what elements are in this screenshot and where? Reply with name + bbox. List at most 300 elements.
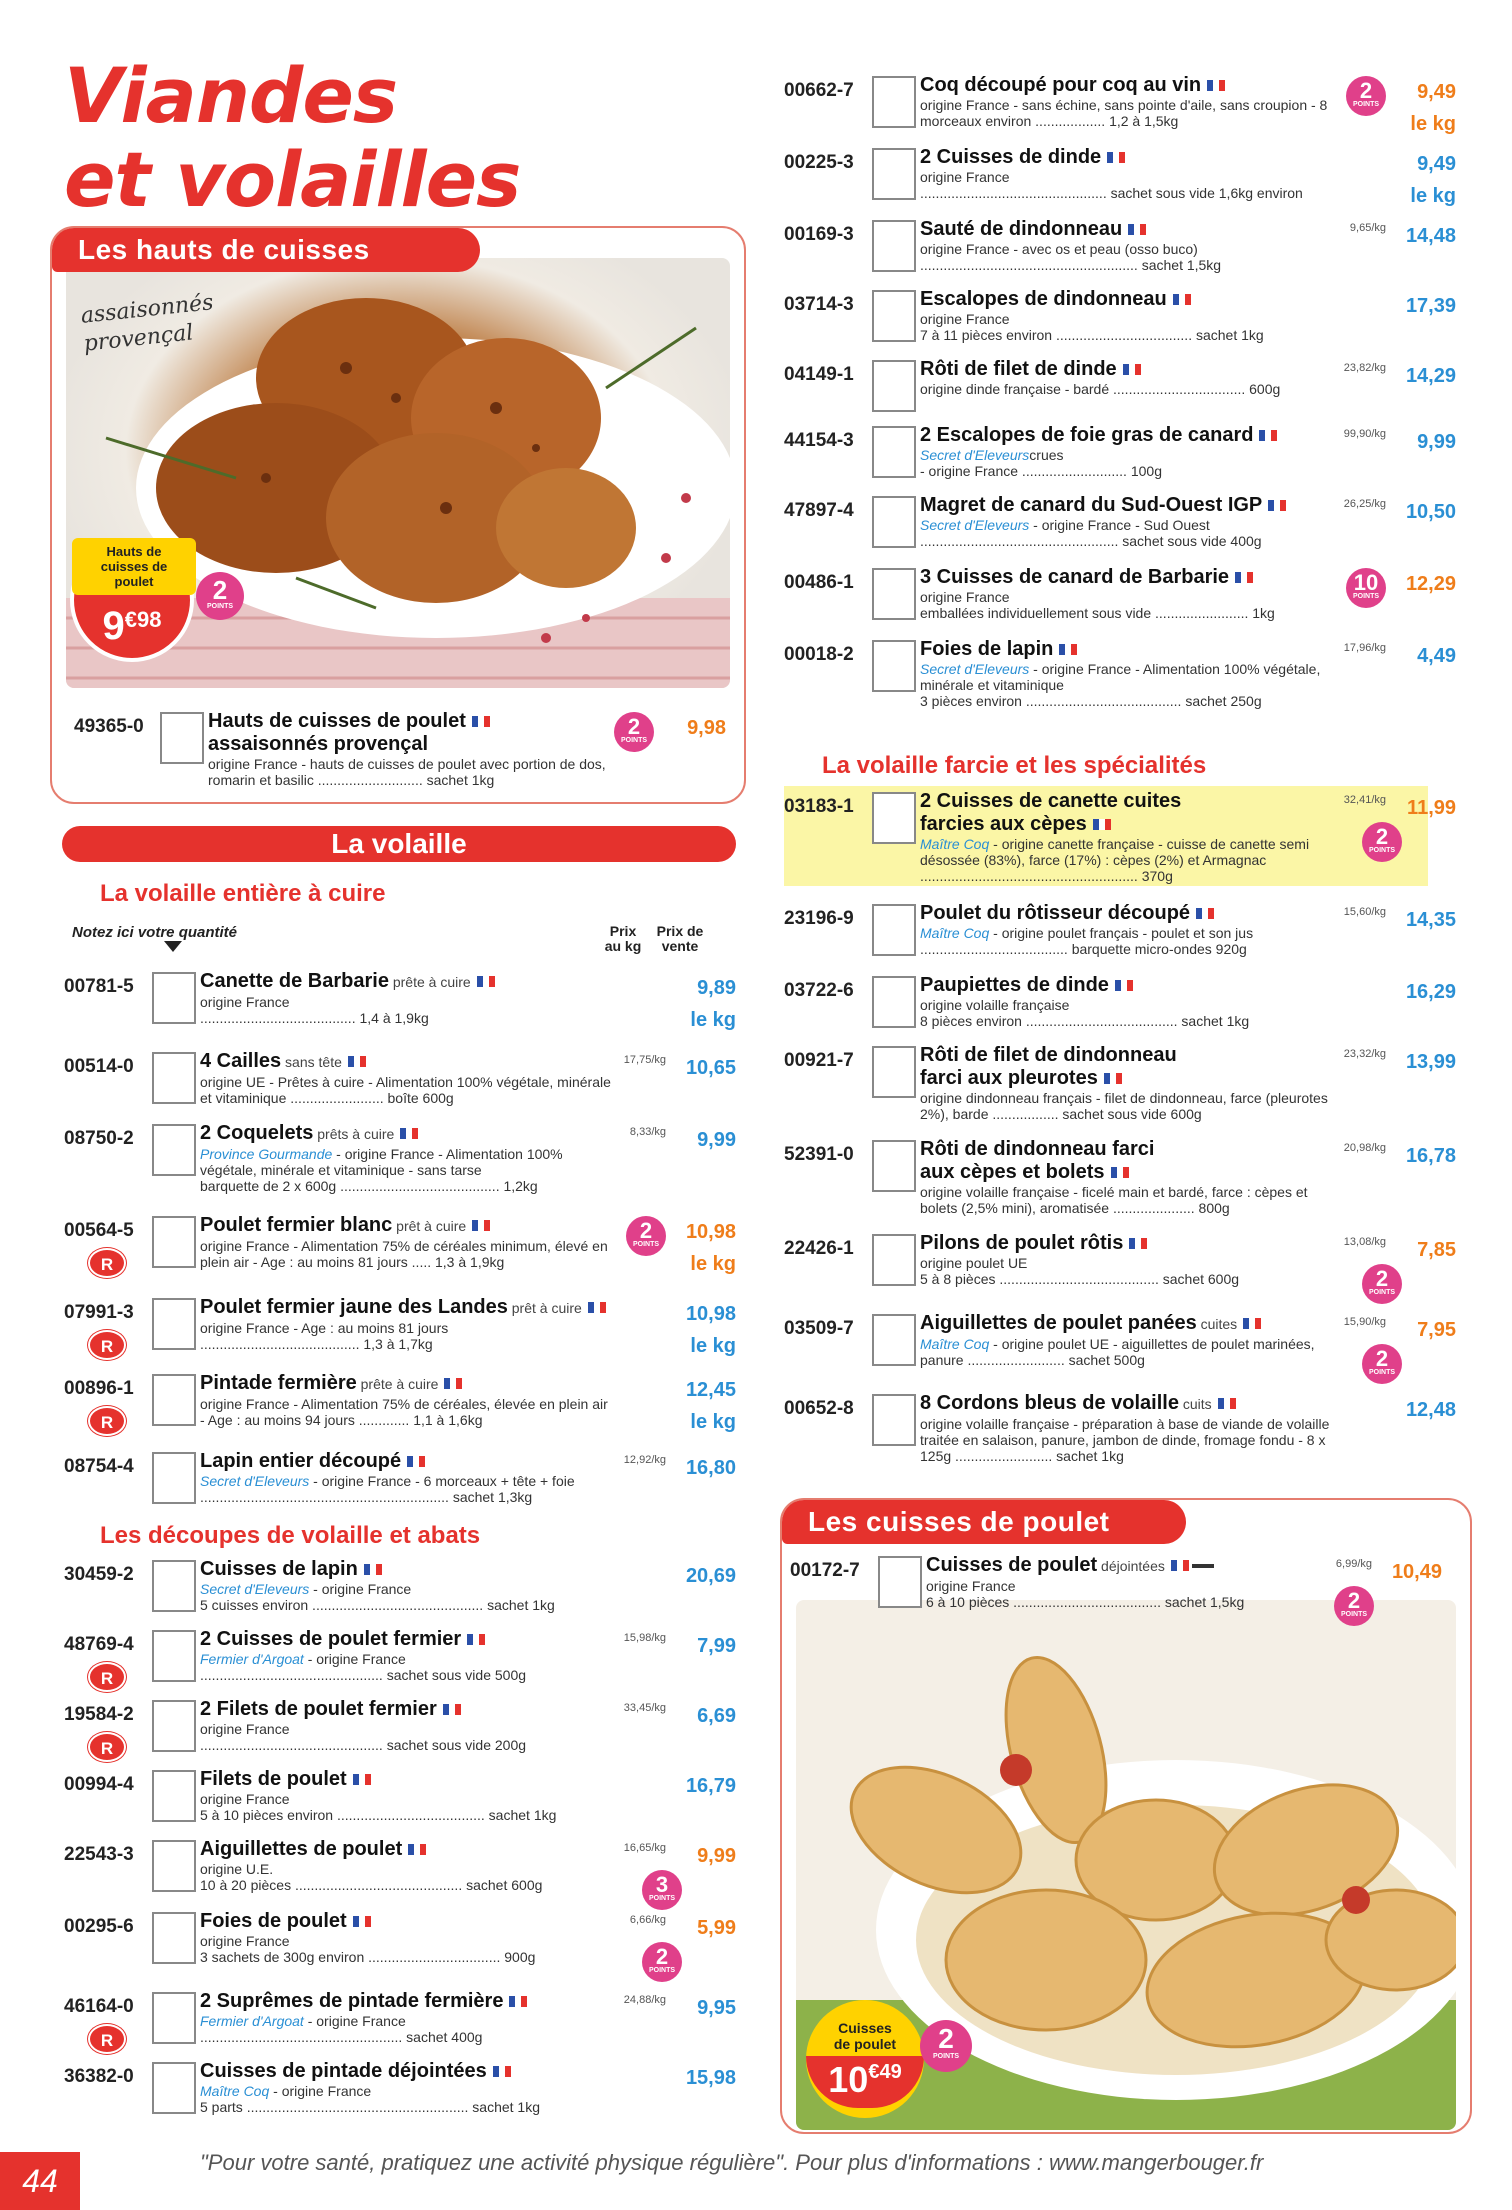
product-price [1406, 360, 1456, 392]
title-line-2: et volailles [64, 135, 521, 224]
product-desc [200, 1396, 614, 1428]
product-price-per-kg: 9,65/kg [1349, 222, 1386, 234]
quantity-input[interactable] [160, 712, 204, 764]
product-price [686, 2062, 736, 2094]
feature1-ribbon: Les hauts de cuisses [52, 228, 480, 272]
product-price [686, 1770, 736, 1802]
product-00225-3 [784, 146, 1464, 212]
quantity-input[interactable] [872, 220, 916, 272]
product-weight: .................................................... sachet 400g [200, 2029, 483, 2045]
french-flag-icon [1243, 1318, 1261, 1329]
french-flag-icon [1115, 980, 1133, 991]
product-name: 2 Suprêmes de pintade fermière [200, 1990, 504, 2012]
quantity-input[interactable] [152, 1452, 196, 1504]
product-desc-text: origine France [200, 994, 290, 1010]
product-info [920, 1138, 1334, 1216]
product-points-value: 2 [655, 1944, 669, 1969]
product-price-value: 16,29 [1405, 981, 1456, 1003]
product-qualifier: prête à cuire [356, 1376, 439, 1392]
product-weight: ............................................... sachet sous vide 200g [200, 1737, 527, 1753]
product-desc-text: origine France [920, 589, 1010, 605]
product-weight: 5 parts ......................................................... sachet 1kg [200, 2099, 540, 2115]
product-03183-1 [784, 790, 1464, 884]
arrow-down-icon [164, 941, 182, 952]
product-desc-text: origine dindonneau français - filet de dindonneau, farce (pleurotes 2%), barde ................. sachet sous vide 600g [920, 1090, 1328, 1122]
product-price [1417, 640, 1456, 672]
quantity-input[interactable] [872, 76, 916, 128]
product-qualifier: prêts à cuire [313, 1126, 395, 1142]
product-weight: barquette de 2 x 600g ......................................... 1,2kg [200, 1178, 538, 1194]
product-code: 00662-7 [784, 80, 854, 101]
product-code: 36382-0 [64, 2066, 134, 2087]
product-price [686, 1052, 736, 1084]
label-rouge-icon: R [88, 1662, 126, 1692]
product-price-per-kg: 12,92/kg [623, 1454, 666, 1466]
quantity-input[interactable] [872, 640, 916, 692]
product-info [920, 288, 1334, 343]
product-name: Cuisses de pintade déjointées [200, 2060, 487, 2082]
quantity-input[interactable] [872, 1140, 916, 1192]
product-desc-text: origine U.E. [200, 1861, 274, 1877]
product-info [200, 1768, 614, 1823]
product-weight: ........................................................ sachet 1,5kg [920, 257, 1222, 273]
product-price-value: 7,85 [1417, 1239, 1456, 1261]
product-name: Cuisses de poulet [926, 1554, 1098, 1576]
quantity-input[interactable] [872, 792, 916, 844]
product-name: Poulet du rôtisseur découpé [920, 902, 1191, 924]
product-weight: ................................................ sachet sous vide 1,6kg environ [920, 185, 1303, 201]
product-name: Aiguillettes de poulet [200, 1838, 403, 1860]
product-desc: origine France - hauts de cuisses de poulet avec portion de dos, romarin et basilic ........................... sachet 1kg [208, 756, 606, 788]
product-price-value: 14,35 [1405, 909, 1456, 931]
points-word: POINTS [932, 2053, 960, 2060]
product-name: Filets de poulet [200, 1768, 347, 1790]
product-code: 22426-1 [784, 1238, 854, 1259]
product-price-value: 20,69 [685, 1565, 736, 1587]
product-price-value: 9,95 [697, 1997, 736, 2019]
quantity-input[interactable] [152, 1700, 196, 1752]
product-name-row [200, 1768, 614, 1791]
product-00172-7 [790, 1554, 1450, 1620]
product-points-value: 2 [1375, 1346, 1389, 1371]
points-word: POINTS [648, 1895, 676, 1902]
product-code: 03509-7 [784, 1318, 854, 1339]
quantity-input[interactable] [872, 976, 916, 1028]
product-00652-8 [784, 1392, 1464, 1464]
product-brand: Maître Coq [920, 925, 990, 941]
french-flag-icon [1093, 819, 1111, 830]
product-price-value: 10,98 [685, 1303, 736, 1325]
product-name: 2 Cuisses de dinde [920, 146, 1102, 168]
product-points-badge [1362, 822, 1402, 862]
product-desc [200, 1721, 614, 1737]
product-19584-2 [64, 1698, 744, 1764]
product-desc-text: crues [1029, 447, 1064, 463]
product-desc-text: - origine France - 6 morceaux + tête + foie [309, 1473, 575, 1489]
product-code: 49365-0 [74, 716, 144, 737]
product-info [200, 2060, 614, 2115]
product-03714-3 [784, 288, 1464, 354]
product-info [200, 1698, 614, 1753]
quantity-input[interactable] [872, 496, 916, 548]
product-name: Sauté de dindonneau [920, 218, 1123, 240]
feature2-ribbon: Les cuisses de poulet [782, 1500, 1186, 1544]
product-name-row [920, 358, 1334, 381]
quantity-input[interactable] [152, 1912, 196, 1964]
product-info [200, 1450, 614, 1505]
product-price-per-kg: 23,82/kg [1343, 362, 1386, 374]
product-info [926, 1554, 1320, 1610]
product-desc [920, 925, 1334, 941]
product-price-value: 12,45 [685, 1379, 736, 1401]
french-flag-icon [1218, 1398, 1236, 1409]
product-info [200, 1990, 614, 2045]
points-word: POINTS [1352, 593, 1380, 600]
product-name-line2 [920, 1161, 1334, 1184]
quantity-input[interactable] [872, 1234, 916, 1286]
quantity-input[interactable] [872, 1314, 916, 1366]
label-rouge-icon: R [88, 1330, 126, 1360]
french-flag-icon [1259, 430, 1277, 441]
french-flag-icon [1235, 572, 1253, 583]
quantity-input[interactable] [152, 1216, 196, 1268]
product-qualifier: cuits [1178, 1396, 1212, 1412]
quantity-input[interactable] [872, 1046, 916, 1098]
product-name-row [200, 1628, 614, 1651]
quantity-input[interactable] [152, 1374, 196, 1426]
product-name: Lapin entier découpé [200, 1450, 402, 1472]
quantity-input[interactable] [872, 148, 916, 200]
product-00169-3 [784, 218, 1464, 284]
product-desc [920, 1336, 1334, 1368]
product-code: 52391-0 [784, 1144, 854, 1165]
product-info [200, 1372, 614, 1428]
product-price-value: 9,89 [697, 977, 736, 999]
french-flag-icon [1207, 80, 1225, 91]
product-desc-text: origine volaille française - ficelé main et bardé, farce : cèpes et bolets (2,5% mini), aromatisée ..................... 800g [920, 1184, 1308, 1216]
product-price-per-kg: 23,32/kg [1343, 1048, 1386, 1060]
product-desc [920, 311, 1334, 327]
product-price-per-kg: 24,88/kg [623, 1994, 666, 2006]
quantity-input[interactable] [152, 1770, 196, 1822]
feature2-points-badge [920, 2020, 972, 2072]
product-name-row [920, 1232, 1334, 1255]
product-price [1406, 496, 1456, 528]
points-word: POINTS [206, 603, 234, 610]
product-price [690, 972, 736, 1036]
product-03722-6 [784, 974, 1464, 1040]
quantity-input[interactable] [872, 360, 916, 412]
product-name-row [920, 146, 1334, 169]
product-info [200, 1122, 614, 1194]
product-weight: ........................................ 1,4 à 1,9kg [200, 1010, 429, 1026]
product-name-row [920, 1044, 1334, 1067]
product-00896-1 [64, 1372, 744, 1438]
product-price-per-kg: 33,45/kg [623, 1702, 666, 1714]
french-flag-icon [1268, 500, 1286, 511]
french-flag-icon [1129, 1238, 1147, 1249]
col-header-prix-kg: Prix au kg [604, 923, 642, 954]
french-flag-icon [443, 1704, 461, 1715]
quantity-input[interactable] [872, 426, 916, 478]
french-flag-icon [477, 976, 495, 987]
product-brand: Secret d'Eleveurs [920, 661, 1030, 677]
product-name-2: aux cèpes et bolets [920, 1161, 1105, 1183]
product-00662-7 [784, 74, 1464, 140]
quantity-input[interactable] [152, 1124, 196, 1176]
product-price [1406, 568, 1456, 600]
product-desc [200, 2013, 614, 2029]
product-points-badge [642, 1870, 682, 1910]
product-name: Poulet fermier jaune des Landes [200, 1296, 508, 1318]
title-line-1: Viandes [64, 51, 398, 140]
product-00994-4 [64, 1768, 744, 1834]
product-points-value: 2 [1359, 78, 1373, 103]
product-name-row [200, 1910, 614, 1933]
quantity-input[interactable] [872, 1394, 916, 1446]
product-price-value: 17,39 [1405, 295, 1456, 317]
product-name-row [920, 790, 1334, 813]
product-name: Rôti de dindonneau farci [920, 1138, 1155, 1160]
product-code: 47897-4 [784, 500, 854, 521]
points-word: POINTS [1340, 1611, 1368, 1618]
product-name-row [200, 1990, 614, 2013]
product-name-2: farci aux pleurotes [920, 1067, 1098, 1089]
product-price-unit: le kg [690, 1009, 736, 1031]
product-code: 08754-4 [64, 1456, 134, 1477]
product-weight: ...................................... barquette micro-ondes 920g [920, 941, 1247, 957]
product-info [200, 970, 614, 1026]
product-points-value: 2 [1375, 1266, 1389, 1291]
product-price-value: 14,29 [1405, 365, 1456, 387]
product-price-per-kg: 16,65/kg [623, 1842, 666, 1854]
product-price [1406, 1046, 1456, 1078]
product-price-per-kg: 13,08/kg [1343, 1236, 1386, 1248]
product-info [920, 146, 1334, 201]
product-desc-text: - origine canette française - cuisse de canette semi désossée (83%), farce (17%) : cèpes (2%) et Armagnac ........................................................ 370g [920, 836, 1310, 884]
product-price-per-kg: 17,75/kg [623, 1054, 666, 1066]
feature1-badge-label: Hauts de cuisses de poulet [72, 538, 196, 595]
product-price [1417, 426, 1456, 458]
product-weight: 7 à 11 pièces environ ................................... sachet 1kg [920, 327, 1264, 343]
french-flag-icon [1171, 1560, 1189, 1571]
product-price [697, 1912, 736, 1944]
french-flag-icon [353, 1916, 371, 1927]
product-desc-text: origine France - avec os et peau (osso buco) [920, 241, 1198, 257]
product-name: Pilons de poulet rôtis [920, 1232, 1124, 1254]
product-code: 04149-1 [784, 364, 854, 385]
product-desc [920, 381, 1334, 397]
product-price [1406, 976, 1456, 1008]
product-info [920, 218, 1334, 273]
product-price-unit: le kg [690, 1253, 736, 1275]
product-00514-0 [64, 1050, 744, 1116]
product-info [200, 1628, 614, 1683]
product-code: 30459-2 [64, 1564, 134, 1585]
product-code: 00564-5 [64, 1220, 134, 1241]
subsection-volaille-entiere: La volaille entière à cuire [100, 880, 386, 907]
product-price-per-kg: 6,66/kg [629, 1914, 666, 1926]
product-info [920, 566, 1334, 621]
product-price-value: 16,78 [1405, 1145, 1456, 1167]
product-weight: 8 pièces environ ....................................... sachet 1kg [920, 1013, 1250, 1029]
col-header-prix-vente: Prix de vente [656, 923, 704, 954]
product-name-row [920, 494, 1334, 517]
product-desc-text: origine France - Alimentation 75% de céréales minimum, élevé en plein air - Age : au moins 81 jours ..... 1,3 à 1,9kg [200, 1238, 608, 1270]
product-brand: Secret d'Eleveurs [920, 517, 1030, 533]
product-name: Poulet fermier blanc [200, 1214, 393, 1236]
product-desc [200, 1473, 614, 1489]
product-info [920, 1392, 1334, 1464]
quantity-input[interactable] [152, 1992, 196, 2044]
french-flag-icon [444, 1378, 462, 1389]
product-price [1406, 904, 1456, 936]
quantity-input[interactable] [152, 2062, 196, 2114]
product-brand: Fermier d'Argoat [200, 1651, 304, 1667]
product-name-row [920, 424, 1334, 447]
quantity-input[interactable] [152, 1052, 196, 1104]
product-price-value: 9,49 [1417, 153, 1456, 175]
french-flag-icon [1173, 294, 1191, 305]
product-desc [920, 169, 1334, 185]
product-desc-text: origine France [200, 1933, 290, 1949]
product-price-value: 10,65 [685, 1057, 736, 1079]
product-name: Aiguillettes de poulet panées [920, 1312, 1197, 1334]
quantity-input[interactable] [152, 1560, 196, 1612]
product-23196-9 [784, 902, 1464, 968]
product-info [920, 1312, 1334, 1368]
product-desc-text: - origine France - Sud Ouest [1029, 517, 1210, 533]
product-desc-text: origine poulet UE [920, 1255, 1028, 1271]
product-code: 48769-4 [64, 1634, 134, 1655]
product-desc-text: - origine France - Alimentation 100% végétale, minérale et vitaminique [920, 661, 1321, 693]
product-info [200, 1050, 614, 1106]
product-code: 00018-2 [784, 644, 854, 665]
product-desc [920, 836, 1334, 884]
product-info [920, 74, 1334, 129]
product-name-line2: assaisonnés provençal [208, 733, 429, 755]
french-flag-icon [1111, 1167, 1129, 1178]
product-price: 10,49 [1391, 1561, 1442, 1583]
product-name-row [920, 638, 1334, 661]
product-desc [200, 1238, 614, 1270]
product-00295-6 [64, 1910, 744, 1976]
product-code: 00295-6 [64, 1916, 134, 1937]
product-desc [920, 517, 1334, 533]
product-desc [200, 1933, 614, 1949]
product-name-row [200, 1214, 614, 1238]
product-desc-text: origine France [200, 1791, 290, 1807]
product-brand: Secret d'Eleveurs [920, 447, 1030, 463]
product-price-value: 9,99 [1417, 431, 1456, 453]
label-stripe-icon [1192, 1564, 1214, 1568]
product-price-per-kg: 15,60/kg [1343, 906, 1386, 918]
product-desc [200, 2083, 614, 2099]
product-name: Pintade fermière [200, 1372, 357, 1394]
product-name-row [920, 1138, 1334, 1161]
french-flag-icon [408, 1844, 426, 1855]
product-points-badge [1362, 1264, 1402, 1304]
product-price-unit: le kg [690, 1335, 736, 1357]
product-price [697, 1700, 736, 1732]
product-price-value: 14,48 [1405, 225, 1456, 247]
product-name: Rôti de filet de dindonneau [920, 1044, 1177, 1066]
feature2-badge-price-cents: €49 [868, 2061, 902, 2083]
product-name: Hauts de cuisses de poulet [208, 710, 466, 732]
feature1-badge-price [74, 604, 190, 649]
product-price-value: 12,48 [1405, 1399, 1456, 1421]
product-desc-text: origine France - Age : au moins 81 jours [200, 1320, 449, 1336]
points-word: POINTS [648, 1967, 676, 1974]
quantity-input[interactable] [152, 1298, 196, 1350]
product-price-value: 7,95 [1417, 1319, 1456, 1341]
product-qualifier: prêt à cuire [507, 1300, 582, 1316]
product-points-badge [642, 1942, 682, 1982]
product-info [920, 790, 1334, 884]
product-price [686, 1452, 736, 1484]
quantity-input[interactable] [878, 1556, 922, 1608]
product-points-value: 2 [1375, 824, 1389, 849]
quantity-input[interactable] [152, 972, 196, 1024]
product-name: Foies de lapin [920, 638, 1054, 660]
french-flag-icon [493, 2066, 511, 2077]
product-name: Cuisses de lapin [200, 1558, 358, 1580]
product-desc [200, 1146, 614, 1178]
feature1-points-value: 2 [212, 575, 228, 605]
product-code: 23196-9 [784, 908, 854, 929]
product-desc-text: - origine poulet UE - aiguillettes de poulet marinées, panure ......................... sachet 500g [920, 1336, 1315, 1368]
french-flag-icon [1128, 224, 1146, 235]
product-name-line2 [920, 1067, 1334, 1090]
quantity-input[interactable] [152, 1840, 196, 1892]
product-price-value: 16,80 [685, 1457, 736, 1479]
product-desc-text: origine France [920, 311, 1010, 327]
product-name: 2 Filets de poulet fermier [200, 1698, 437, 1720]
product-desc [200, 1861, 614, 1877]
feature-cuisses-de-poulet [780, 1498, 1472, 2134]
french-flag-icon [467, 1634, 485, 1645]
french-flag-icon [1196, 908, 1214, 919]
product-desc [920, 447, 1334, 463]
product-price-value: 4,49 [1417, 645, 1456, 667]
product-desc-text: - origine France [309, 1581, 412, 1597]
product-weight: 5 à 10 pièces environ ...................................... sachet 1kg [200, 1807, 557, 1823]
product-desc-text: origine dinde française - bardé .................................. 600g [920, 381, 1281, 397]
product-name: Escalopes de dindonneau [920, 288, 1167, 310]
quantity-input[interactable] [872, 568, 916, 620]
quantity-input[interactable] [872, 904, 916, 956]
product-desc [920, 241, 1334, 257]
product-name-row [920, 902, 1334, 925]
product-points-value: 2 [639, 1218, 653, 1243]
product-price [1417, 1314, 1456, 1346]
quantity-input[interactable] [152, 1630, 196, 1682]
product-price-per-kg: 15,98/kg [623, 1632, 666, 1644]
product-07991-3 [64, 1296, 744, 1362]
product-desc-text: origine volaille française - préparation à base de viande de volaille traitée en salaison, panure, jambon de dinde, fromage fondu - 8 x 125g ......................... sachet 1kg [920, 1416, 1330, 1464]
product-03509-7 [784, 1312, 1464, 1378]
label-rouge-icon: R [88, 1406, 126, 1436]
product-price-unit: le kg [1410, 113, 1456, 135]
product-36382-0 [64, 2060, 744, 2126]
product-name-row [920, 1312, 1334, 1336]
product-08754-4 [64, 1450, 744, 1516]
product-price-value: 9,99 [697, 1129, 736, 1151]
product-price-value: 10,50 [1405, 501, 1456, 523]
product-52391-0 [784, 1138, 1464, 1216]
product-points-badge [614, 712, 654, 752]
quantity-input[interactable] [872, 290, 916, 342]
